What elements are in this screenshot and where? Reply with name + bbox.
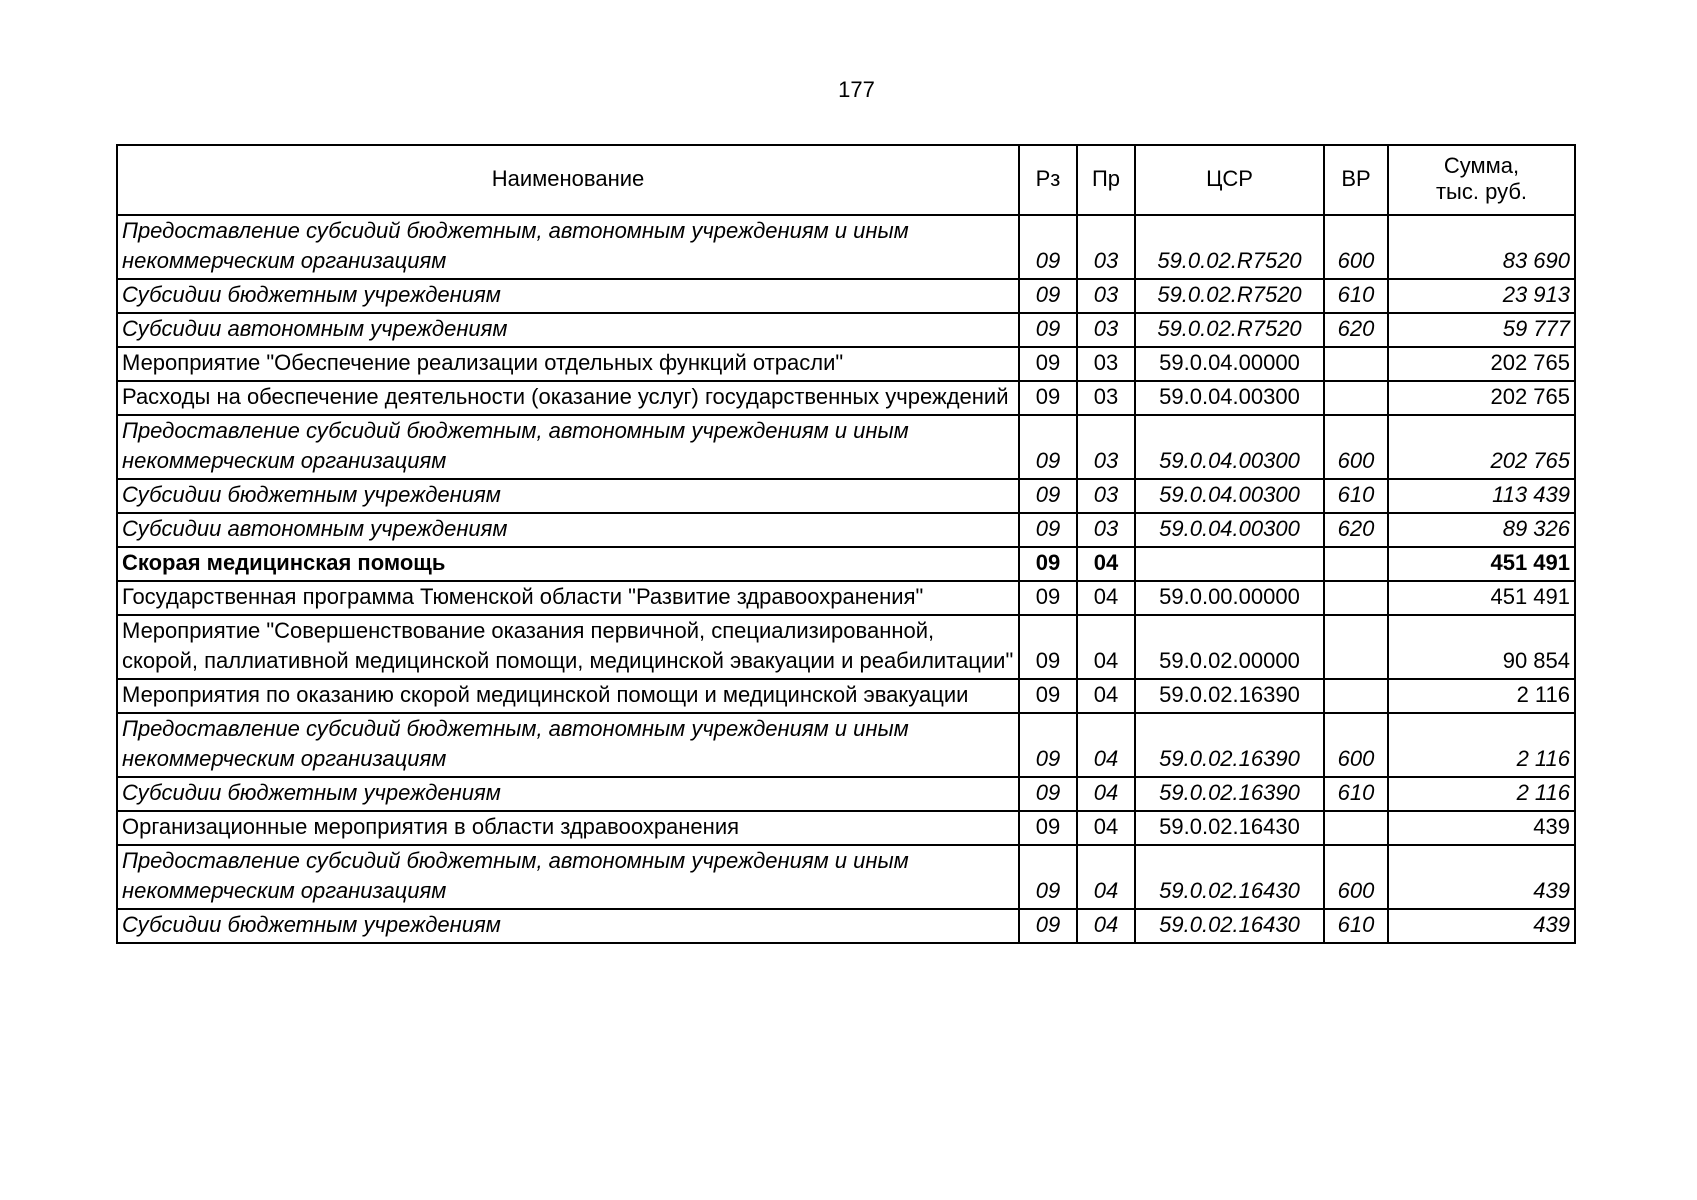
table-row: [117, 381, 1575, 415]
cell-name: Предоставление субсидий бюджетным, автономным учреждениям и иным некоммерческим организациям: [117, 215, 1019, 279]
cell-sum: 451 491: [1388, 581, 1575, 615]
table-row: [117, 479, 1575, 513]
cell-sum: 202 765: [1388, 415, 1575, 479]
cell-vr: 620: [1324, 513, 1388, 547]
table-header-row: [117, 145, 1575, 215]
cell-name: Мероприятие "Обеспечение реализации отдельных функций отрасли": [117, 347, 1019, 381]
cell-sum: 83 690: [1388, 215, 1575, 279]
cell-pr: 03: [1077, 313, 1135, 347]
cell-pr: 04: [1077, 777, 1135, 811]
cell-csr: 59.0.00.00000: [1135, 581, 1324, 615]
table-row: [117, 679, 1575, 713]
cell-csr: 59.0.02.R7520: [1135, 279, 1324, 313]
cell-vr: 610: [1324, 279, 1388, 313]
cell-rz: 09: [1019, 279, 1077, 313]
cell-name: Субсидии бюджетным учреждениям: [117, 909, 1019, 943]
cell-pr: 04: [1077, 713, 1135, 777]
cell-sum: 202 765: [1388, 381, 1575, 415]
cell-csr: 59.0.04.00300: [1135, 415, 1324, 479]
cell-pr: 04: [1077, 615, 1135, 679]
cell-name: Скорая медицинская помощь: [117, 547, 1019, 581]
cell-pr: 04: [1077, 811, 1135, 845]
cell-vr: 600: [1324, 215, 1388, 279]
cell-sum: 2 116: [1388, 713, 1575, 777]
cell-sum: 90 854: [1388, 615, 1575, 679]
cell-rz: 09: [1019, 547, 1077, 581]
cell-name: Мероприятия по оказанию скорой медицинской помощи и медицинской эвакуации: [117, 679, 1019, 713]
cell-pr: 03: [1077, 381, 1135, 415]
cell-vr: [1324, 347, 1388, 381]
cell-name: Организационные мероприятия в области здравоохранения: [117, 811, 1019, 845]
cell-vr: 610: [1324, 777, 1388, 811]
cell-vr: [1324, 811, 1388, 845]
cell-csr: 59.0.04.00000: [1135, 347, 1324, 381]
cell-sum: 439: [1388, 845, 1575, 909]
cell-pr: 04: [1077, 845, 1135, 909]
cell-name: Мероприятие "Совершенствование оказания первичной, специализированной, скорой, паллиативной медицинской помощи, медицинской эвакуации и реабилитации": [117, 615, 1019, 679]
cell-sum: 2 116: [1388, 679, 1575, 713]
budget-table: [116, 144, 1576, 944]
cell-name: Государственная программа Тюменской области "Развитие здравоохранения": [117, 581, 1019, 615]
table-row: [117, 313, 1575, 347]
cell-sum: 89 326: [1388, 513, 1575, 547]
cell-rz: 09: [1019, 313, 1077, 347]
cell-sum: 2 116: [1388, 777, 1575, 811]
cell-sum: 202 765: [1388, 347, 1575, 381]
cell-rz: 09: [1019, 909, 1077, 943]
table-row: [117, 777, 1575, 811]
cell-pr: 04: [1077, 581, 1135, 615]
cell-csr: 59.0.02.R7520: [1135, 313, 1324, 347]
cell-vr: [1324, 615, 1388, 679]
header-vr: ВР: [1324, 145, 1388, 215]
cell-name: Субсидии бюджетным учреждениям: [117, 777, 1019, 811]
cell-sum: 23 913: [1388, 279, 1575, 313]
cell-pr: 04: [1077, 679, 1135, 713]
table-row: [117, 581, 1575, 615]
cell-name: Субсидии автономным учреждениям: [117, 313, 1019, 347]
table-row: [117, 811, 1575, 845]
table-row: [117, 347, 1575, 381]
header-rz: Рз: [1019, 145, 1077, 215]
header-sum-line1: Сумма,: [1443, 153, 1520, 178]
cell-rz: 09: [1019, 713, 1077, 777]
cell-pr: 03: [1077, 215, 1135, 279]
cell-csr: 59.0.02.16390: [1135, 679, 1324, 713]
cell-rz: 09: [1019, 845, 1077, 909]
cell-csr: 59.0.02.R7520: [1135, 215, 1324, 279]
cell-csr: 59.0.04.00300: [1135, 381, 1324, 415]
header-csr: ЦСР: [1135, 145, 1324, 215]
cell-vr: 600: [1324, 845, 1388, 909]
cell-vr: 610: [1324, 479, 1388, 513]
cell-csr: 59.0.04.00300: [1135, 479, 1324, 513]
cell-rz: 09: [1019, 811, 1077, 845]
cell-sum: 59 777: [1388, 313, 1575, 347]
cell-pr: 03: [1077, 279, 1135, 313]
cell-vr: 610: [1324, 909, 1388, 943]
table-row: [117, 713, 1575, 777]
cell-name: Субсидии бюджетным учреждениям: [117, 479, 1019, 513]
cell-name: Субсидии автономным учреждениям: [117, 513, 1019, 547]
cell-name: Субсидии бюджетным учреждениям: [117, 279, 1019, 313]
cell-rz: 09: [1019, 215, 1077, 279]
cell-pr: 03: [1077, 513, 1135, 547]
table-row: [117, 415, 1575, 479]
cell-sum: 439: [1388, 909, 1575, 943]
cell-vr: 600: [1324, 415, 1388, 479]
cell-rz: 09: [1019, 615, 1077, 679]
cell-name: Предоставление субсидий бюджетным, автономным учреждениям и иным некоммерческим организациям: [117, 415, 1019, 479]
cell-vr: [1324, 679, 1388, 713]
cell-csr: 59.0.02.16430: [1135, 909, 1324, 943]
cell-sum: 439: [1388, 811, 1575, 845]
cell-rz: 09: [1019, 777, 1077, 811]
cell-rz: 09: [1019, 479, 1077, 513]
cell-rz: 09: [1019, 513, 1077, 547]
cell-vr: [1324, 581, 1388, 615]
header-sum: [1388, 145, 1575, 215]
cell-sum: 451 491: [1388, 547, 1575, 581]
cell-csr: 59.0.02.16390: [1135, 713, 1324, 777]
cell-name: Предоставление субсидий бюджетным, автономным учреждениям и иным некоммерческим организациям: [117, 845, 1019, 909]
cell-pr: 03: [1077, 347, 1135, 381]
header-sum-line2: тыс. руб.: [1435, 179, 1528, 204]
cell-vr: 600: [1324, 713, 1388, 777]
table-row: [117, 215, 1575, 279]
cell-rz: 09: [1019, 415, 1077, 479]
table-body: [117, 215, 1575, 943]
cell-csr: 59.0.02.16430: [1135, 811, 1324, 845]
cell-pr: 04: [1077, 547, 1135, 581]
table-row: [117, 547, 1575, 581]
table-row: [117, 845, 1575, 909]
cell-rz: 09: [1019, 679, 1077, 713]
cell-pr: 03: [1077, 415, 1135, 479]
cell-vr: [1324, 547, 1388, 581]
cell-rz: 09: [1019, 381, 1077, 415]
cell-vr: [1324, 381, 1388, 415]
cell-csr: [1135, 547, 1324, 581]
cell-vr: 620: [1324, 313, 1388, 347]
page-number: 177: [838, 77, 875, 102]
table-row: [117, 513, 1575, 547]
cell-rz: 09: [1019, 347, 1077, 381]
cell-sum: 113 439: [1388, 479, 1575, 513]
cell-csr: 59.0.02.16390: [1135, 777, 1324, 811]
cell-name: Расходы на обеспечение деятельности (оказание услуг) государственных учреждений: [117, 381, 1019, 415]
cell-name: Предоставление субсидий бюджетным, автономным учреждениям и иным некоммерческим организациям: [117, 713, 1019, 777]
cell-csr: 59.0.04.00300: [1135, 513, 1324, 547]
table-row: [117, 615, 1575, 679]
header-name: Наименование: [117, 145, 1019, 215]
cell-pr: 04: [1077, 909, 1135, 943]
cell-csr: 59.0.02.00000: [1135, 615, 1324, 679]
cell-rz: 09: [1019, 581, 1077, 615]
cell-csr: 59.0.02.16430: [1135, 845, 1324, 909]
table-row: [117, 909, 1575, 943]
cell-pr: 03: [1077, 479, 1135, 513]
table-row: [117, 279, 1575, 313]
header-pr: Пр: [1077, 145, 1135, 215]
